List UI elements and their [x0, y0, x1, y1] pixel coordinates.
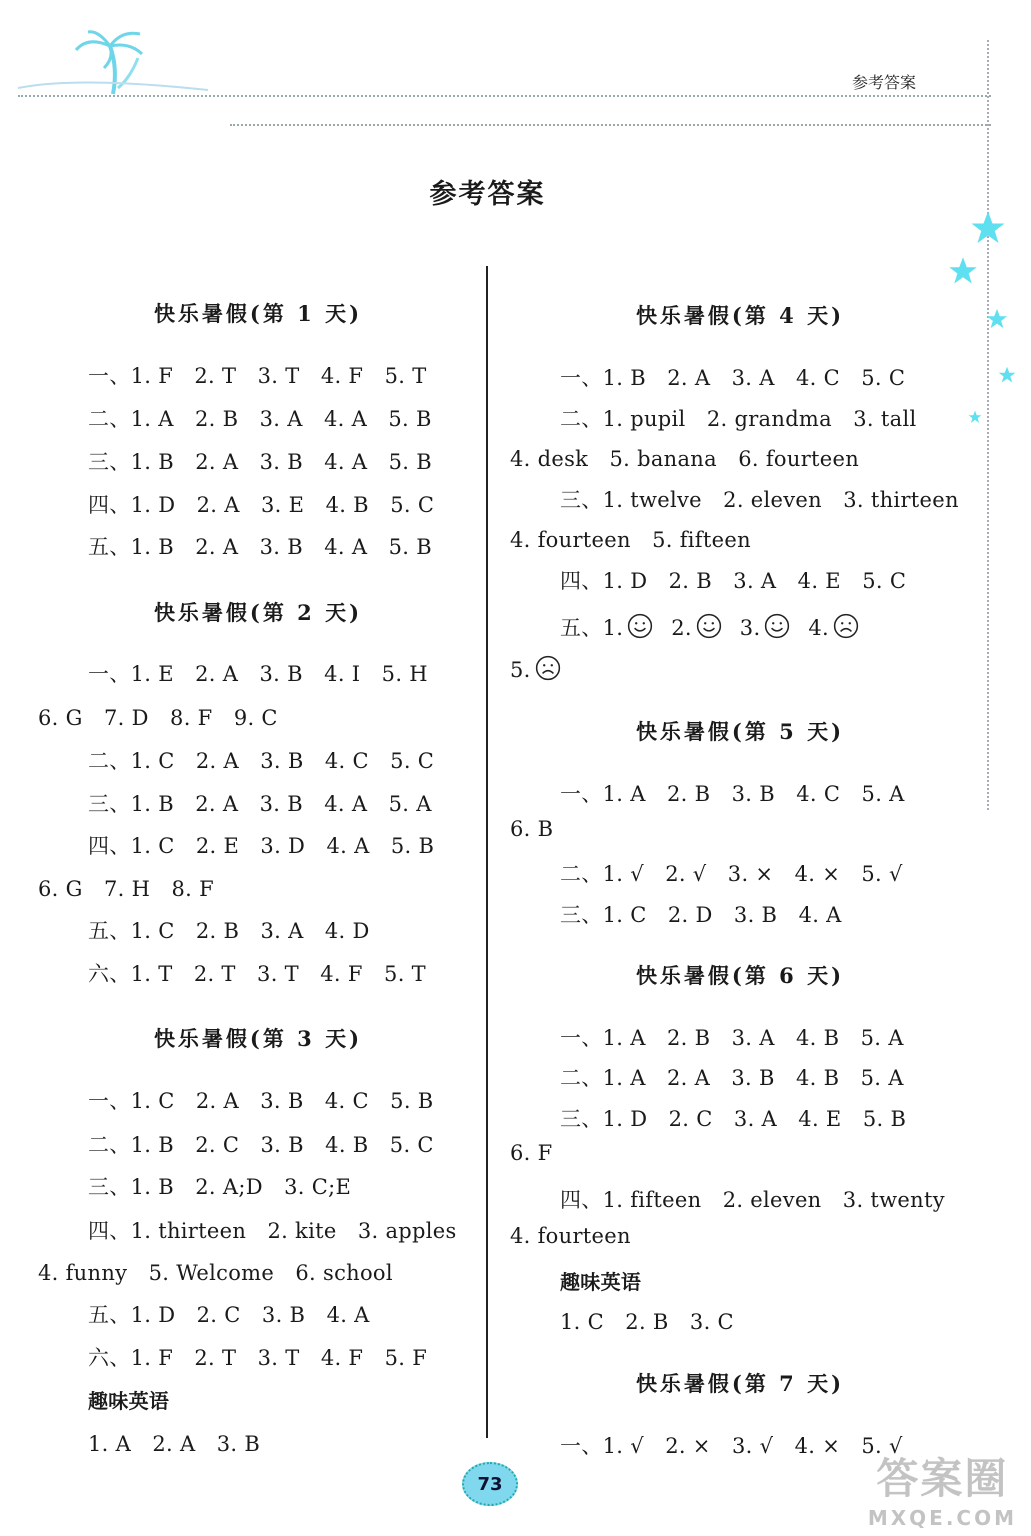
answer-line: 三、1. D 2. C 3. A 4. E 5. B [560, 1107, 907, 1131]
smiley-face-icon [764, 613, 790, 639]
answer-line: 三、1. B 2. A;D 3. C;E [88, 1175, 352, 1199]
answer-line: 一、1. C 2. A 3. B 4. C 5. B [88, 1089, 434, 1113]
answer-number: 2. [671, 616, 692, 640]
sad-face-icon [535, 655, 561, 681]
smiley-face-icon [696, 613, 722, 639]
right-dotted-border [987, 40, 989, 810]
answer-line: 1. C 2. B 3. C [560, 1310, 734, 1334]
answer-line: 二、1. pupil 2. grandma 3. tall [560, 407, 917, 431]
section-prefix: 五、 [560, 616, 603, 640]
answer-line: 四、1. C 2. E 3. D 4. A 5. B [88, 834, 435, 858]
answer-line: 三、1. C 2. D 3. B 4. A [560, 903, 842, 927]
star-icon [986, 308, 1008, 330]
answer-line: 4. fourteen 5. fifteen [510, 528, 751, 552]
answer-line: 1. A 2. A 3. B [88, 1432, 261, 1456]
answer-line: 6. G 7. D 8. F 9. C [38, 706, 278, 730]
answer-line: 一、1. B 2. A 3. A 4. C 5. C [560, 366, 906, 390]
day-section-title: 快乐暑假(第 1 天) [153, 301, 363, 326]
answer-line: 4. funny 5. Welcome 6. school [38, 1261, 393, 1285]
answer-line: 一、1. F 2. T 3. T 4. F 5. T [88, 364, 427, 388]
answer-line: 五、1. C 2. B 3. A 4. D [88, 919, 370, 943]
answer-line: 6. F [510, 1141, 553, 1165]
answer-line: 一、1. A 2. B 3. B 4. C 5. A [560, 782, 905, 806]
header-dotted-line [18, 95, 991, 97]
day-section-title: 快乐暑假(第 2 天) [153, 600, 363, 625]
answer-line: 五、1. D 2. C 3. B 4. A [88, 1303, 370, 1327]
page-number-badge [462, 1462, 518, 1506]
answer-number: 3. [739, 616, 761, 640]
day-section-title: 快乐暑假(第 5 天) [635, 719, 845, 744]
answer-line: 四、1. D 2. A 3. E 4. B 5. C [88, 493, 435, 517]
answer-line-faces [560, 612, 877, 642]
page-title: 参考答案 [429, 179, 546, 210]
star-icon [998, 366, 1016, 384]
answer-line: 6. B [510, 817, 554, 841]
answer-line: 六、1. T 2. T 3. T 4. F 5. T [88, 962, 426, 986]
answer-line: 三、1. B 2. A 3. B 4. A 5. A [88, 792, 432, 816]
answer-line: 二、1. A 2. B 3. A 4. A 5. B [88, 407, 432, 431]
answer-line: 二、1. A 2. A 3. B 4. B 5. A [560, 1066, 904, 1090]
star-icon [948, 256, 978, 286]
answer-line: 二、1. B 2. C 3. B 4. B 5. C [88, 1133, 434, 1157]
header-dotted-line-lower [230, 124, 991, 126]
answer-line: 三、1. B 2. A 3. B 4. A 5. B [88, 450, 432, 474]
watermark-logo: 答案圈 MXQE.COM [867, 1454, 1017, 1530]
answer-number: 1. [602, 616, 624, 640]
day-section-title: 快乐暑假(第 3 天) [153, 1026, 363, 1051]
answer-line: 4. desk 5. banana 6. fourteen [510, 447, 860, 471]
day-section-title: 快乐暑假(第 7 天) [635, 1371, 845, 1396]
palm-tree-icon [18, 28, 218, 100]
answer-line: 三、1. twelve 2. eleven 3. thirteen [560, 488, 959, 512]
star-icon [970, 210, 1006, 246]
answer-line: 二、1. √ 2. √ 3. × 4. × 5. √ [560, 862, 903, 886]
answer-number: 4. [808, 616, 830, 640]
answer-line: 4. fourteen [510, 1224, 631, 1248]
answer-line: 一、1. A 2. B 3. A 4. B 5. A [560, 1026, 904, 1050]
star-icon [968, 410, 982, 424]
smiley-face-icon [627, 613, 653, 639]
answer-line: 四、1. D 2. B 3. A 4. E 5. C [560, 569, 907, 593]
header-label: 参考答案 [852, 73, 917, 92]
answer-line: 趣味英语 [88, 1389, 170, 1413]
day-section-title: 快乐暑假(第 6 天) [635, 963, 845, 988]
page-number: 73 [477, 1473, 503, 1495]
answer-line: 四、1. thirteen 2. kite 3. apples [88, 1219, 457, 1243]
answer-line: 五、1. B 2. A 3. B 4. A 5. B [88, 535, 432, 559]
column-divider [486, 266, 488, 1438]
answer-line: 一、1. E 2. A 3. B 4. I 5. H [88, 662, 428, 686]
answer-line: 六、1. F 2. T 3. T 4. F 5. F [88, 1346, 428, 1370]
answer-line: 二、1. C 2. A 3. B 4. C 5. C [88, 749, 435, 773]
day-section-title: 快乐暑假(第 4 天) [635, 303, 845, 328]
sad-face-icon [833, 613, 859, 639]
answer-line: 一、1. √ 2. × 3. √ 4. × 5. √ [560, 1434, 903, 1458]
answer-number: 5. [510, 658, 531, 682]
answer-line: 趣味英语 [560, 1270, 642, 1294]
answer-line-faces [510, 655, 579, 682]
answer-line: 四、1. fifteen 2. eleven 3. twenty [560, 1188, 945, 1212]
answer-line: 6. G 7. H 8. F [38, 877, 214, 901]
